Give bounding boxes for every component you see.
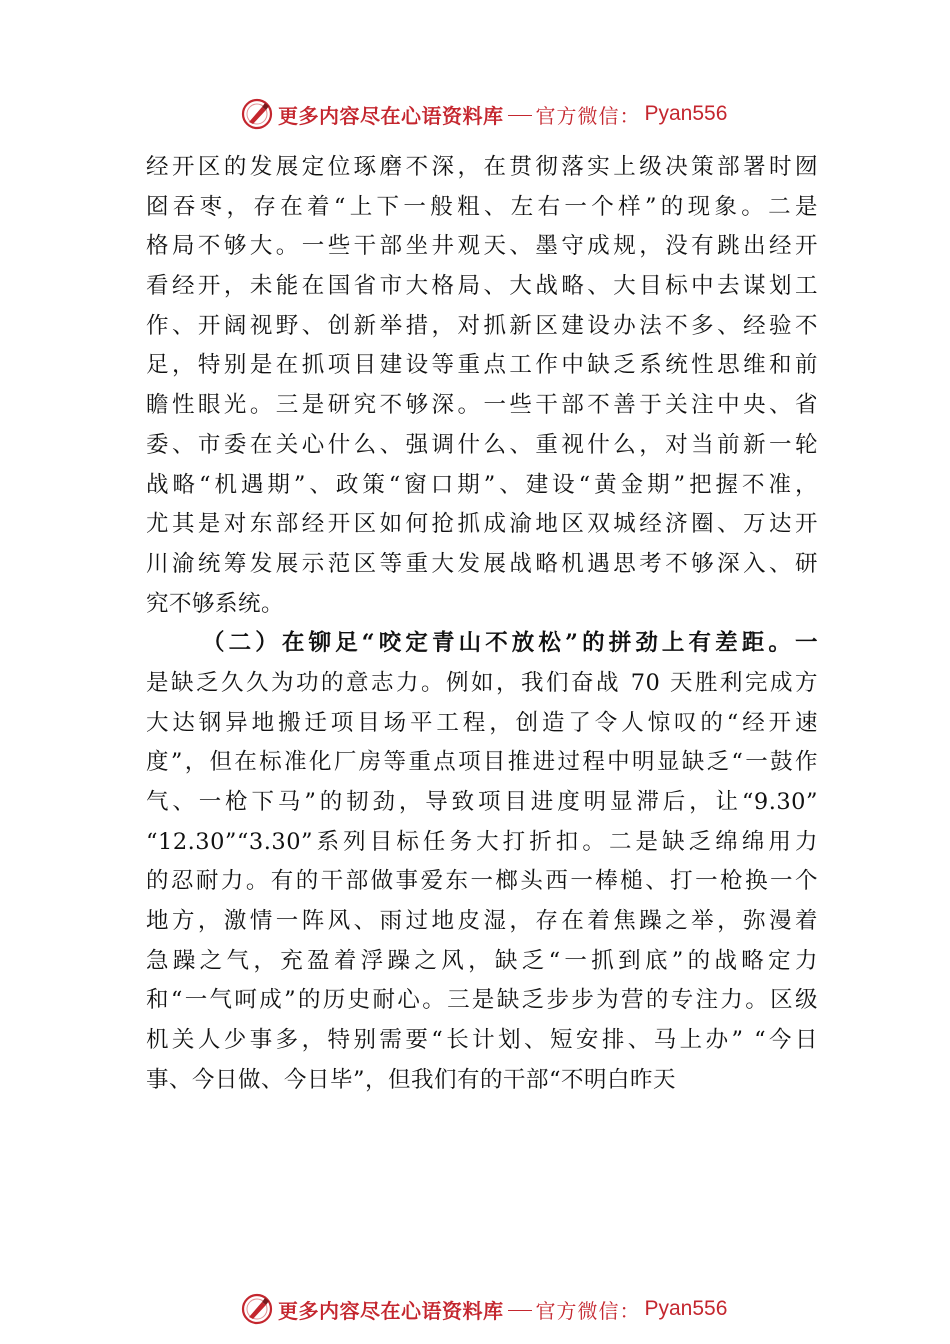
text-line: 大达钢异地搬迁项目场平工程，创造了令人惊叹的“经开速: [146, 709, 818, 736]
header-banner: [240, 96, 727, 132]
text-line: 经开区的发展定位琢磨不深，在贯彻落实上级决策部署时囫: [146, 154, 818, 180]
brand-logo-icon: [240, 1292, 274, 1326]
footer-brand-text: 更多内容尽在心语资料库: [278, 1298, 504, 1323]
text-line: 足，特别是在抓项目建设等重点工作中缺乏系统性思维和前: [146, 352, 818, 379]
brand-logo-icon: [240, 97, 274, 131]
text-line: 气、一枪下马”的韧劲，导致项目进度明显滞后，让“9.30”: [146, 789, 818, 815]
text-line: 急躁之气，充盈着浮躁之风，缺乏“一抓到底”的战略定力: [146, 947, 818, 974]
text-line: 格局不够大。一些干部坐井观天、墨守成规，没有跳出经开: [146, 233, 818, 260]
text-line: 作、开阔视野、创新举措，对抓新区建设办法不多、经验不: [146, 312, 818, 339]
text-line: 究不够系统。: [146, 590, 285, 617]
section-heading: （二）在铆足“咬定青山不放松”的拼劲上有差距。一: [202, 630, 818, 657]
text-line: 川渝统筹发展示范区等重大发展战略机遇思考不够深入、研: [146, 550, 818, 577]
text-line: 尤其是对东部经开区如何抢抓成渝地区双城经济圈、万达开: [146, 511, 818, 538]
footer-account-text: Pyan556: [644, 1297, 728, 1320]
text-line: 和“一气呵成”的历史耐心。三是缺乏步步为营的专注力。区级: [146, 987, 818, 1014]
text-line: 瞻性眼光。三是研究不够深。一些干部不善于关注中央、省: [146, 392, 818, 419]
footer-banner: [240, 1291, 727, 1327]
text-line: 战略“机遇期”、政策“窗口期”、建设“黄金期”把握不准，: [146, 471, 818, 498]
text-line: 的忍耐力。有的干部做事爱东一榔头西一棒槌、打一枪换一个: [146, 868, 818, 895]
text-line: “12.30”“3.30”系列目标任务大打折扣。二是缺乏绵绵用力: [146, 828, 818, 855]
text-line: 机关人少事多，特别需要“长计划、短安排、马上办” “今日: [146, 1027, 818, 1054]
header-brand-text: 更多内容尽在心语资料库: [278, 103, 504, 128]
header-dash: [508, 115, 532, 116]
text-line: 是缺乏久久为功的意志力。例如，我们奋战 70 天胜利完成方: [146, 669, 818, 696]
text-line: 看经开，未能在国省市大格局、大战略、大目标中去谋划工: [146, 273, 818, 300]
text-line: 度”，但在标准化厂房等重点项目推进过程中明显缺乏“一鼓作: [146, 749, 818, 776]
text-line: 地方，激情一阵风、雨过地皮湿，存在着焦躁之举，弥漫着: [146, 908, 818, 935]
header-wechat-label: 官方微信：: [535, 103, 641, 128]
footer-wechat-label: 官方微信：: [535, 1298, 641, 1323]
footer-dash: [508, 1310, 532, 1311]
text-line: 委、市委在关心什么、强调什么、重视什么，对当前新一轮: [146, 431, 818, 458]
text-line: 事、今日做、今日毕”，但我们有的干部“不明白昨天: [146, 1066, 677, 1093]
text-line: 囵吞枣，存在着“上下一般粗、左右一个样”的现象。二是: [146, 193, 818, 220]
body-text: [146, 148, 818, 1101]
header-account-text: Pyan556: [644, 102, 728, 125]
